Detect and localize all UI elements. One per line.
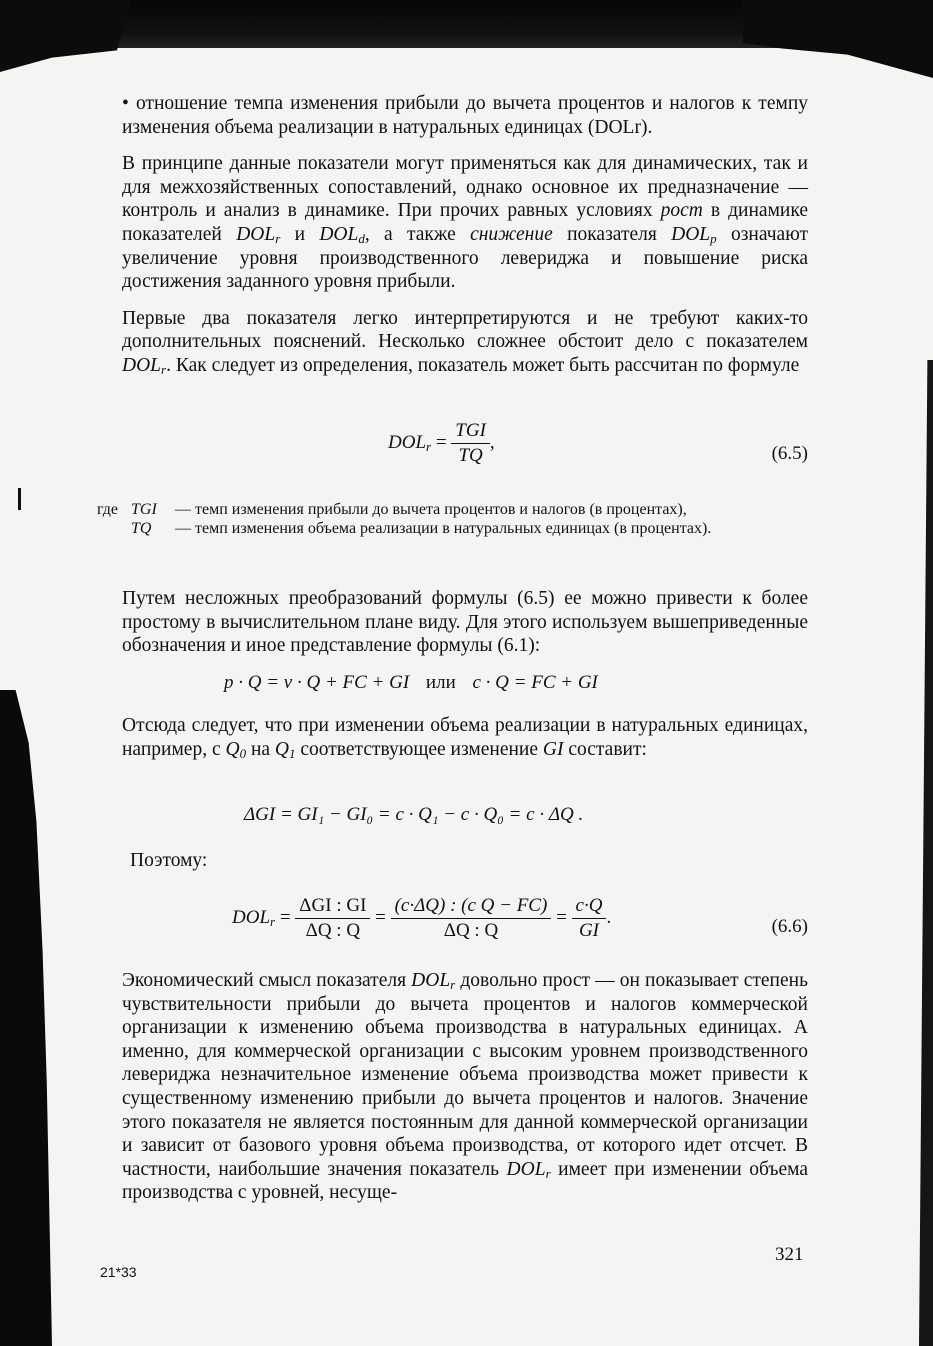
eq1-or: или — [425, 672, 456, 693]
paragraph-2 — [122, 307, 808, 378]
p1-snizh: снижение — [470, 223, 553, 245]
scan-shadow-left — [0, 690, 52, 1346]
f66-fraction-3 — [572, 895, 607, 942]
p5-dol2-sub: r — [545, 1165, 551, 1181]
p1-dolp-sub: p — [710, 230, 717, 246]
scan-margin-mark — [18, 488, 21, 510]
f66-f2-num: (c·ΔQ) : (c Q − FC) — [391, 895, 552, 919]
p4-q0-sub: 0 — [239, 745, 247, 761]
p2-text-a: Первые два показателя легко интерпретируются и не требуют каких-то дополнительных пояснений. Несколько сложнее обстоит дело с показателем — [122, 307, 808, 353]
p1-dold-sub: d — [358, 230, 365, 246]
p1-text-e: означают увеличение уровня производственного левериджа и повышение риска достижения заданного уровня прибыли. — [122, 223, 809, 293]
p3-text: Путем несложных преобразований формулы (6.5) ее можно привести к более простому в вычислительном плане виду. Для этого используем вышеприведенные обозначения и иное представление формулы (6.1): — [122, 588, 808, 657]
p4-text-c: соответствующее изменение — [295, 738, 543, 760]
paragraph-3 — [122, 587, 808, 671]
scan-shadow-right — [919, 360, 933, 1346]
where-row-2 — [97, 519, 809, 538]
scan-shadow-top-right — [743, 0, 933, 78]
p4-text-a: Отсюда следует, что при изменении объема реализации в натуральных единицах, например, с — [122, 715, 808, 760]
p1-text-a: В принципе данные показатели могут применяться как для динамических, так и для межхозяйственных сопоставлений, однако основное их предназначение — контроль и анализ в динамике. При прочих равных условиях — [122, 153, 808, 222]
where-term-tgi: TGI — [131, 501, 157, 518]
formula-cost-equation — [224, 672, 598, 694]
f65-lhs-sub: r — [426, 438, 432, 454]
p4 — [122, 714, 808, 761]
p4-gi: GI — [542, 738, 564, 760]
p2-text-b: . Как следует из определения, показатель может быть рассчитан по формуле — [166, 354, 800, 376]
eq1-right: c · Q = FC + GI — [472, 672, 598, 693]
f65-tail: , — [489, 431, 495, 453]
p1-text-d: показателя — [552, 223, 672, 245]
page-number: 321 — [775, 1244, 804, 1265]
p1-rost: рост — [660, 200, 703, 222]
f66-f1-den: ΔQ : Q — [305, 920, 361, 941]
p1-and: и — [280, 223, 320, 245]
text-block-top — [122, 92, 808, 391]
where-term-tq: TQ — [131, 520, 152, 537]
paragraph-1 — [122, 152, 808, 294]
f66-lhs-sub: r — [270, 913, 276, 929]
scan-shadow-top-left — [0, 0, 130, 72]
printer-signature: 21*33 — [100, 1264, 137, 1280]
p1-dolp: DOL — [671, 223, 711, 245]
f65-numerator: TGI — [451, 420, 490, 444]
f66-f3-den: GI — [578, 920, 600, 941]
p2-dol-sub: r — [161, 361, 167, 377]
f65-lhs: DOL — [388, 431, 427, 453]
p2-dol: DOL — [122, 354, 162, 376]
where-label: где — [97, 501, 119, 518]
p4-text-b: на — [246, 738, 275, 760]
p5-dol: DOL — [411, 970, 451, 991]
f65-denominator: TQ — [458, 445, 483, 466]
p5-dol2: DOL — [506, 1158, 546, 1180]
p4-q1: Q — [274, 738, 290, 760]
where-desc-tq: — темп изменения объема реализации в натуральных единицах (в процентах). — [175, 520, 712, 537]
equation-number-6-6: (6.6) — [771, 916, 808, 937]
p1-text-c: , а также — [364, 223, 471, 245]
p5-text-b: довольно прост — он показывает степень чувствительности прибыли до вычета процентов и налогов коммерческой организации к изменению объема производства в натуральных единицах. А именно, для коммерческой организации с высоким уровнем производственного левериджа незначительное изменение объема производства может привести к существенному изменению прибыли до вычета процентов и налогов. Значение этого показателя не является постоянным для данной коммерческой организации и зависит от базового уровня объема производства, от которого идет отсчет. В частности, наибольшие значения показатель — [122, 970, 808, 1180]
p4-text-d: составит: — [563, 738, 647, 760]
f66-lhs: DOL — [232, 906, 271, 928]
p5-text-a: Экономический смысл показателя — [122, 970, 412, 991]
f66-f3-num: c·Q — [572, 895, 607, 919]
p1-dold: DOL — [319, 223, 359, 245]
f65-fraction — [451, 420, 490, 467]
p1-dolr: DOL — [236, 223, 276, 245]
p5-dol-sub: r — [450, 977, 456, 992]
f66-fraction-2 — [391, 895, 552, 942]
f65-eq: = — [431, 431, 452, 453]
p4-q1-sub: 1 — [289, 745, 296, 761]
where-block — [97, 500, 809, 538]
where-spacer — [97, 519, 131, 538]
bullet-text: отношение темпа изменения прибыли до вычета процентов и налогов к темпу изменения объема реализации в натуральных единицах (DOLr). — [122, 93, 808, 138]
f66-fraction-1 — [295, 895, 370, 942]
f66-f2-den: ΔQ : Q — [443, 920, 499, 941]
p1-dolr-sub: r — [275, 230, 281, 246]
formula-6-5 — [388, 420, 495, 467]
paragraph-5 — [122, 969, 808, 1218]
p4-q0: Q — [225, 738, 240, 760]
eq1-left: p · Q = v · Q + FC + GI — [224, 672, 410, 693]
p5 — [122, 969, 808, 1205]
equation-number-6-5: (6.5) — [771, 443, 808, 464]
where-row-1 — [97, 500, 809, 519]
p5-text-c: имеет при изменении объема производства с уровней, несуще- — [122, 1158, 808, 1204]
f66-f1-num: ΔGI : GI — [295, 895, 370, 919]
bullet-item — [122, 92, 808, 139]
poetomu-text: Поэтому: — [130, 850, 208, 871]
p1-text-b: в динамике показателей — [122, 200, 808, 245]
paragraph-4 — [122, 714, 808, 774]
where-desc-tgi: — темп изменения прибыли до вычета процентов и налогов (в процентах), — [175, 501, 687, 518]
formula-6-6: $DOL_r$ = $\frac{\text{ΔGI : GI}}{\Delta Q : Q}$ = $\frac{\text{(c·ΔQ) : (c Q − FC)}}{\Delta Q : Q}$ = $\frac{c\cdot Q}{GI}$ . — [232, 895, 612, 941]
formula-delta-gi: ΔGI = GI₁ − GI₀ = c · Q₁ − c · Q₀ = c · ΔQ . — [244, 804, 584, 825]
